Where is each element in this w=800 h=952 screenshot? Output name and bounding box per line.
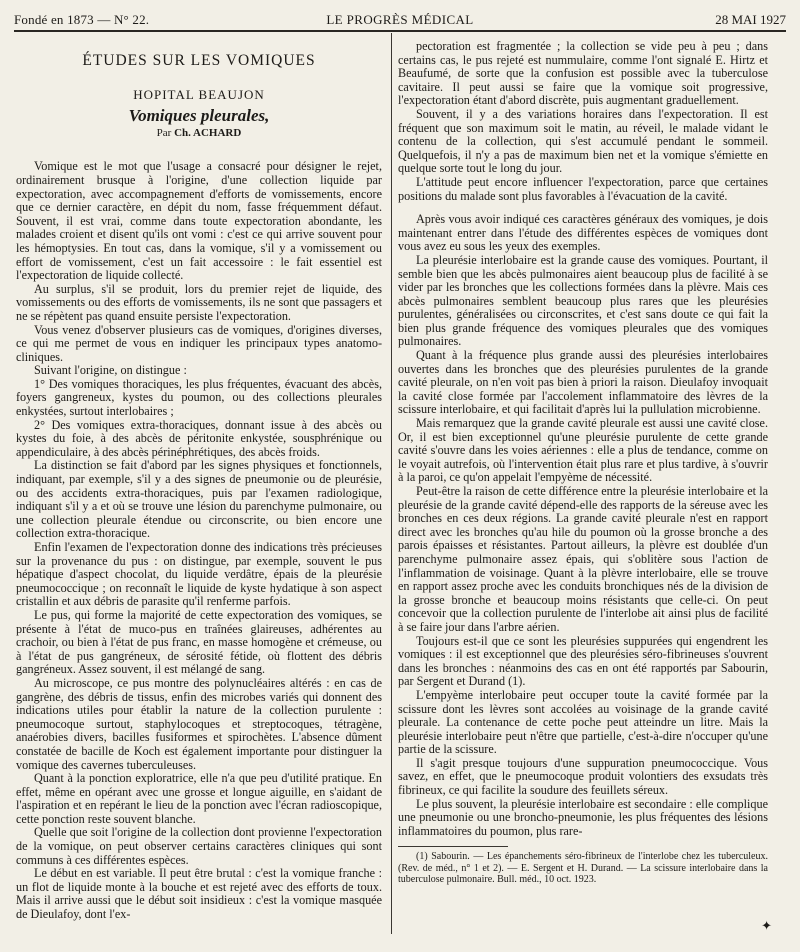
left-body-text [16,160,382,921]
paragraph: 2° Des vomiques extra-thoraciques, donnant issue à des abcès ou kystes du foie, à des abcès de péritonite enkystée, sousphrénique ou appendiculaire, à des abcès périnéphrétiques, des abcès froids. [16,417,382,459]
byline-prefix: Par [156,126,172,139]
paragraph: pectoration est fragmentée ; la collection se vide peu à peu ; dans certains cas, le pus rejeté est nummulaire, comme l'ont signalé E. Hirtz et Beaufumé, de sorte que la confusion est possible avec la tuberculose cavitaire. Il peut aussi se faire que la vomique soit progressive, l'expectoration étant d'abord discrète, puis augmentant graduellement. [398,39,768,108]
paragraph: La pleurésie interlobaire est la grande cause des vomiques. Pourtant, il semble bien que les abcès pulmonaires aient beaucoup plus de facilité à se vider par les bronches que les collections formées dans la plèvre. Mais ces abcès pulmonaires semblent beaucoup plus rares que les pleurésies purulentes, généralisées ou circonscrites, et c'est sans doute ce qui fait la bien plus grande fréquence des vomiques pleurales que des vomiques pulmonaires. [398,252,768,349]
paragraph: Au surplus, s'il se produit, lors du premier rejet de liquide, des vomissements ou des efforts de vomissements, ils ne sont que passagers et ne se répètent pas quand ensuite persiste l'expectoration. [16,281,382,323]
article-title: Vomiques pleurales, [128,106,270,126]
header-rule [14,30,786,32]
paragraph: 1° Des vomiques thoraciques, les plus fréquentes, évacuant des abcès, foyers gangreneux, kystes du poumon, ou des collections pleurales enkystées, surtout interlobaires ; [16,376,382,419]
paragraph: Quelle que soit l'origine de la collection dont provienne l'expectoration de la vomique, on peut observer certains caractères cliniques qui sont communs à ces différentes espèces. [16,825,382,867]
ornament-icon: ✦ [761,918,772,933]
paragraph: Vomique est le mot que l'usage a consacré pour désigner le rejet, ordinairement brusque à l'origine, d'une collection liquide par expectoration, avec accompagnement d'efforts de vomissements, encore que ce dernier caractère, en dépit du nom, fasse fréquemment défaut. Souvent, il est vrai, comme dans toute expectoration abondante, les malades croient et disent qu'ils ont vomi : c'est ce qui arrive souvent pour les hémoptysies. En tout cas, dans la vomique, s'il y a vomissement ou effort de vomissement, c'est un fait accessoire : le fait essentiel est l'expectoration de liquide collecté. [16,159,382,283]
hospital-name: HOPITAL BEAUJON [133,86,265,102]
footnote-rule [398,846,508,847]
header-founded-issue: Fondé en 1873 — N° 22. [14,12,150,27]
left-column [16,34,382,922]
right-body-text-b [398,213,768,838]
paragraph: L'attitude peut encore influencer l'expectoration, parce que certaines positions du malade sont plus favorables à l'évacuation de la cavité. [398,174,768,203]
paragraph: Le plus souvent, la pleurésie interlobaire est secondaire : elle complique une pneumonie ou une broncho-pneumonie, les plus fréquentes des lésions inflammatoires du poumon, plus rare- [398,796,768,838]
right-body-text-a [398,40,768,203]
author-name: Ch. ACHARD [174,126,242,139]
paragraph: Suivant l'origine, on distingue : [34,363,187,378]
paragraph: Quant à la fréquence plus grande aussi des pleurésies interlobaires ouvertes dans les bronches que des pleurésies purulentes de la grande cavité pleurale, on n'en voit pas bien à priori la raison. Dieulafoy invoquait la cavité close formée par l'accolement inflammatoire des lèvres de la scissure interlobaire, et qui facilitait d'après lui la pullulation microbienne. [398,348,768,417]
issue-date: 28 MAI 1927 [715,12,786,27]
paragraph: Le pus, qui forme la majorité de cette expectoration des vomiques, se présente à l'état de muco-pus en traînées glaireuses, adhérentes au crachoir, ou bien à l'état de pus franc, en masse homogène et crémeuse, ou à l'état de pus gangréneux, de sérosité fétide, où flottent des débris gangréneux. Assez souvent, il est mélangé de sang. [16,607,382,677]
column-divider [391,33,392,934]
paragraph: La distinction se fait d'abord par les signes physiques et fonctionnels, indiquant, par exemple, s'il y a des signes de pneumonie ou de pleurésie, ou des accidents extra-thoraciques, puis par l'examen radiologique, indiquant s'il y a et où se trouve une lésion du parenchyme pulmonaire, ou une collection pleurale étendue ou circonscrite, ou bien encore une collection extra-thoracique. [16,458,382,541]
paragraph: Le début en est variable. Il peut être brutal : c'est la vomique franche : un flot de liquide monte à la bouche et est rejeté avec des efforts de toux. Mais il arrive aussi que le début soit insidieux : c'est la vomique masquée de Dieulafoy, dont l'ex- [16,866,382,922]
byline [16,127,382,141]
paragraph: Au microscope, ce pus montre des polynucléaires altérés : en cas de gangrène, des débris de tissus, enfin des microbes variés qui donnent des indications utiles pour établir la nature de la collection purulente : pneumocoque surtout, staphylocoques et streptocoques, tétragène, anaérobies divers, bacilles fusiformes et spirochètes. L'absence dûment constatée de bacille de Koch est également importante pour distinguer la vomique des cavernes tuberculeuses. [16,675,382,772]
paragraph: Il s'agit presque toujours d'une suppuration pneumococcique. Vous savez, en effet, que le pneumocoque produit volontiers des exsudats très fibrineux, ce qui facilite la soudure des feuillets séreux. [398,755,768,798]
journal-title: LE PROGRÈS MÉDICAL [326,12,474,27]
paragraph: Toujours est-il que ce sont les pleurésies suppurées qui engendrent les vomiques : il est exceptionnel que des pleurésies séro-fibrineuses s'ouvrent dans les bronches : néanmoins des cas en ont été rapportés par Sabourin, par Sergent et Durand (1). [398,633,768,689]
footnote: (1) Sabourin. — Les épanchements séro-fibrineux de l'interlobe chez les tuberculeux. (Rev. de méd., n° 1 et 2). — E. Sergent et H. Durand. — La scissure interlobaire dans la tuberculose pulmonaire. Bull. méd., 10 oct. 1923. [398,851,768,886]
section-title: ÉTUDES SUR LES VOMIQUES [82,52,316,69]
paragraph: Souvent, il y a des variations horaires dans l'expectoration. Il est fréquent que son maximum soit le matin, au réveil, le malade vidant le contenu de la collection, qui s'est accumulé pendant le sommeil. Quelquefois, il n'y a pas de maximum bien net et la vomique s'émiette en quelque sorte tout le long du jour. [398,106,768,176]
right-column [398,40,768,886]
paragraph: Après vous avoir indiqué ces caractères généraux des vomiques, je dois maintenant entrer dans l'étude des différentes espèces de vomiques dont vous avez eu sous les yeux des exemples. [398,212,768,254]
paragraph: Enfin l'examen de l'expectoration donne des indications très précieuses sur la provenance du pus : on distingue, par exemple, souvent le pus hépatique d'aspect chocolat, du liquide verdâtre, épais de la pleurésie pneumococcique ; on reconnaît le liquide de kyste hydatique à son aspect cristallin et aux débris de parasite qu'il renferme parfois. [16,540,382,609]
paragraph: L'empyème interlobaire peut occuper toute la cavité formée par la scissure dont les lèvres sont accolées au voisinage de la grande cavité pleurale. La contenance de cette poche peut atteindre un litre. Mais la pleurésie interlobaire peut n'être que partielle, c'est-à-dire n'occuper qu'une partie de la scissure. [398,687,768,757]
paragraph: Quant à la ponction exploratrice, elle n'a que peu d'utilité pratique. En effet, même en opérant avec une grosse et longue aiguille, en s'aidant de l'aspiration et en repérant le lieu de la ponction avec l'écran radioscopique, cette ponction reste souvent blanche. [16,771,382,826]
paragraph: Peut-être la raison de cette différence entre la pleurésie interlobaire et la pleurésie de la grande cavité dépend-elle des rapports de la séreuse avec les bronches en ces deux régions. La grande cavité pleurale n'est en rapport direct avec les bronches qu'au hile du poumon où la grosse bronche a des parois épaisses et résistantes. Partout ailleurs, la plèvre est doublée d'un parenchyme pulmonaire assez épais, qui s'oblitère sous l'action de l'inflammation de voisinage. Quant à la plèvre interlobaire, elle se trouve en rapport assez proche avec les conduits bronchiques nés de la division de la grosse bronche et beaucoup moins résistants que celle-ci. On peut concevoir que la collection purulente de l'interlobe ait ainsi plus de facilité à se faire jour dans l'arbre aérien. [398,484,768,634]
paragraph: Mais remarquez que la grande cavité pleurale est aussi une cavité close. Or, il est bien exceptionnel qu'une pleurésie purulente de cette grande cavité s'ouvre dans les voies aériennes : elle a plus de tendance, comme on le voyait autrefois, où l'intervention était plus rare et plus tardive, à s'ouvrir à la paroi, ce qu'on appelait l'empyème de nécessité. [398,416,768,485]
running-header [14,10,786,30]
paragraph: Vous venez d'observer plusieurs cas de vomiques, d'origines diverses, ce qui me permet de vous en indiquer les principaux types anatomo-cliniques. [16,322,382,364]
